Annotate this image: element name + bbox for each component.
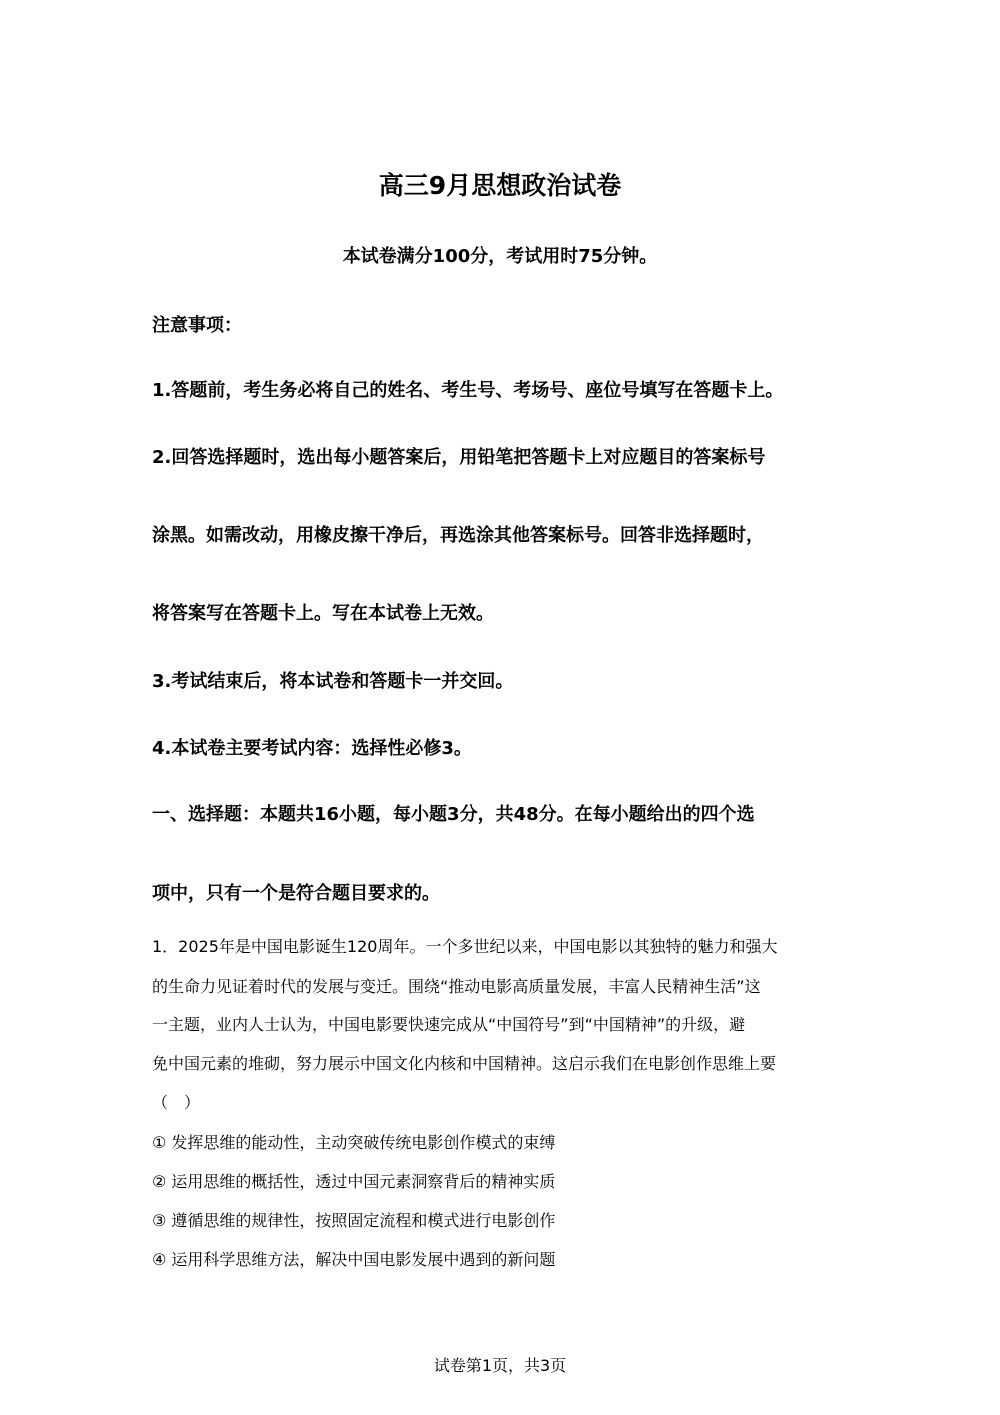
notice-item: 2.回答选择题时，选出每小题答案后，用铅笔把答题卡上对应题目的答案标号 xyxy=(152,447,766,468)
option-item: ① 发挥思维的能动性，主动突破传统电影创作模式的束缚 xyxy=(152,1133,556,1152)
section-heading: 一、选择题：本题共16小题，每小题3分，共48分。在每小题给出的四个选 xyxy=(152,804,755,825)
question-stem-line: 1．2025年是中国电影诞生120周年。一个多世纪以来，中国电影以其独特的魅力和强大 xyxy=(152,937,778,956)
question-stem-line: 一主题，业内人士认为，中国电影要快速完成从“中国符号”到“中国精神”的升级，避 xyxy=(152,1015,746,1034)
question-stem-line: 的生命力见证着时代的发展与变迁。围绕“推动电影高质量发展，丰富人民精神生活”这 xyxy=(152,977,761,996)
notice-item: 4.本试卷主要考试内容：选择性必修3。 xyxy=(152,738,472,759)
notice-heading: 注意事项： xyxy=(152,315,242,336)
answer-blank: （ ） xyxy=(152,1093,201,1112)
option-item: ④ 运用科学思维方法，解决中国电影发展中遇到的新问题 xyxy=(152,1250,556,1269)
notice-item: 涂黑。如需改动，用橡皮擦干净后，再选涂其他答案标号。回答非选择题时， xyxy=(152,525,764,546)
question-stem-line: 免中国元素的堆砌，努力展示中国文化内核和中国精神。这启示我们在电影创作思维上要 xyxy=(152,1054,777,1073)
section-heading: 项中，只有一个是符合题目要求的。 xyxy=(152,883,440,904)
option-item: ③ 遵循思维的规律性，按照固定流程和模式进行电影创作 xyxy=(152,1211,556,1230)
notice-item: 3.考试结束后，将本试卷和答题卡一并交回。 xyxy=(152,671,514,692)
page-footer: 试卷第1页，共3页 xyxy=(433,1356,567,1375)
notice-item: 1.答题前，考生务必将自己的姓名、考生号、考场号、座位号填写在答题卡上。 xyxy=(152,380,784,401)
page-title: 高三9月思想政治试卷 xyxy=(378,171,622,200)
notice-item: 将答案写在答题卡上。写在本试卷上无效。 xyxy=(152,603,494,624)
exam-info: 本试卷满分100分，考试用时75分钟。 xyxy=(342,246,658,267)
option-item: ② 运用思维的概括性，透过中国元素洞察背后的精神实质 xyxy=(152,1172,556,1191)
